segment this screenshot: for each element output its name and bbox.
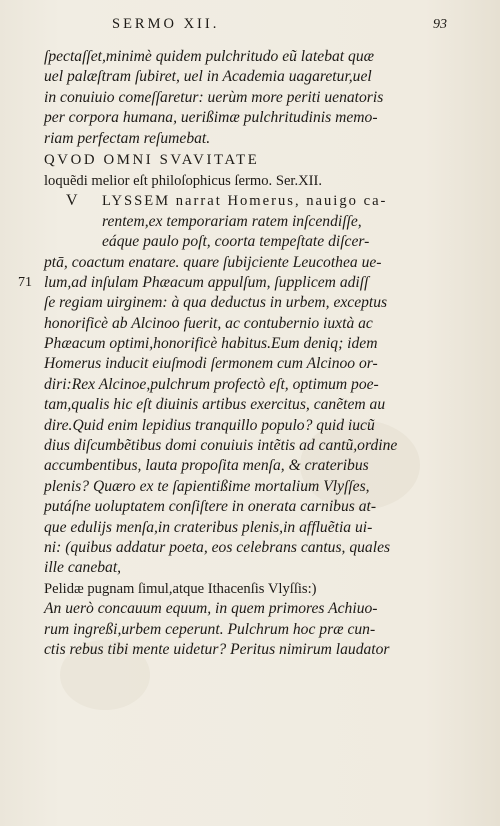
section-heading: QVOD OMNI SVAVITATE: [44, 151, 260, 168]
text-line: An uerò concauum equum, in quem primores Achiuo-: [44, 600, 378, 618]
text-line: accumbentibus, lauta propoſita menſa, & crateribus: [44, 457, 369, 475]
text-line: dius diſcumbẽtibus domi conuiuis intẽtis ad cantũ,ordine: [44, 437, 398, 455]
text-line: Homerus inducit eiuſmodi ſermonem cum Alcinoo or-: [44, 355, 378, 373]
text-line: ſe regiam uirginem: à qua deductus in urbem, exceptus: [44, 294, 388, 312]
text-line: uel palæſtram ſubiret, uel in Academia uagaretur,uel: [44, 68, 372, 86]
text-line: riam perfectam reſumebat.: [44, 129, 211, 147]
text-line: diri:Rex Alcinoe,pulchrum profectò eſt, optimum poe-: [44, 375, 379, 393]
running-head-title: SERMO XII.: [112, 16, 220, 32]
verse-line: Pelidæ pugnam ſimul,atque Ithacenſis Vlyſſis:): [44, 580, 317, 597]
text-line-content: lum,ad inſulam Phæacum appulſum, ſupplicem adiſſ: [44, 273, 369, 291]
opening-text: LYSSEM narrat Homerus, nauigo ca-: [102, 193, 388, 210]
text-line: dire.Quid enim lepidius tranquillo populo? quid iucũ: [44, 416, 375, 434]
text-line: tam,qualis hic eſt diuinis artibus exercitus, canẽtem au: [44, 396, 386, 414]
text-line: ctis rebus tibi mente uidetur? Peritus nimirum laudator: [44, 640, 390, 658]
running-head: [0, 16, 500, 36]
text-line: ille canebat,: [44, 559, 122, 577]
text-line: putáſne uoluptatem conſiſtere in onerata carnibus at-: [44, 498, 377, 516]
text-line: eáque paulo poſt, coorta tempeſtate diſcer-: [102, 233, 370, 251]
text-line: [18, 273, 458, 293]
text-line: honorificè ab Alcinoo fuerit, ac contubernio iuxtà ac: [44, 314, 373, 332]
text-line: plenis? Quæro ex te ſapientißime mortalium Vlyſſes,: [44, 477, 370, 495]
text-line: in conuiuio comeſſaretur: uerùm more periti uenatoris: [44, 88, 384, 106]
text-line: ni: (quibus addatur poeta, eos celebrans cantus, quales: [44, 538, 391, 556]
text-line-with-dropcap: [44, 191, 458, 211]
text-line: rentem,ex temporariam ratem inſcendiſſe,: [102, 212, 362, 230]
text-line: ptā, coactum enatare. quare ſubijciente Leucothea ue-: [44, 253, 382, 271]
text-line: rum ingreßi,urbem ceperunt. Pulchrum hoc præ cun-: [44, 620, 376, 638]
section-subheading: loquẽdi melior eſt philoſophicus ſermo. Ser.XII.: [44, 172, 323, 189]
text-line: Phæacum optimi,honorificè habitus.Eum deniq; idem: [44, 335, 378, 353]
margin-number: 71: [18, 274, 32, 290]
text-line: ſpectaſſet,minimè quidem pulchritudo eũ latebat quæ: [44, 48, 375, 65]
drop-cap: V: [66, 192, 78, 210]
page-number: 93: [433, 17, 447, 32]
text-line: que edulijs menſa,in crateribus plenis,in affluẽtia ui-: [44, 518, 373, 536]
text-line: per corpora humana, uerißimæ pulchritudinis memo-: [44, 109, 378, 127]
body-text: [18, 47, 458, 660]
